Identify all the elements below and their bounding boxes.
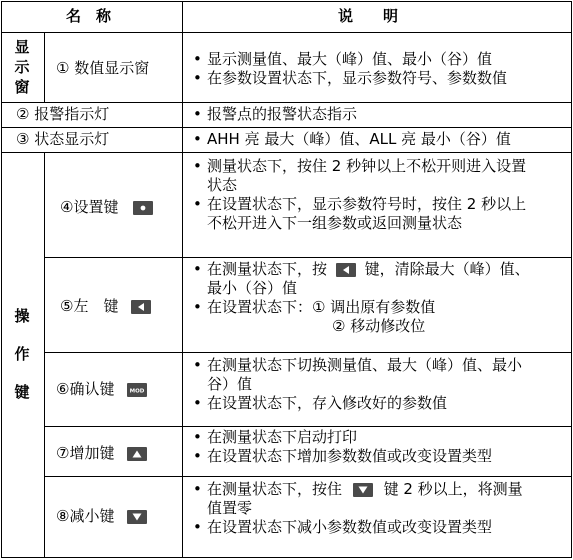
bullet-text-part: 键 2 秒以上，将测量 <box>383 480 523 498</box>
bullet-continuation: 状态 <box>207 176 238 194</box>
bullet-text: 在设置状态下，存入修改好的参数值 <box>207 394 448 412</box>
bullet-text: 报警点的报警状态指示 <box>207 105 358 123</box>
down-key-icon <box>127 510 147 524</box>
bullet-text: 在设置状态下，显示参数符号时，按住 2 秒以上 <box>207 195 527 213</box>
bullet-continuation: 不松开进入下一组参数或返回测量状态 <box>207 214 463 232</box>
key-name-decrease <box>56 507 147 526</box>
bullet-dot: • <box>193 480 202 498</box>
bullet-continuation: 值置零 <box>207 499 253 517</box>
left-key-icon <box>336 263 356 277</box>
bullet-dot: • <box>193 69 202 87</box>
ops-group-char-1: 操 <box>14 307 30 325</box>
left-key-icon <box>131 300 151 314</box>
bullet-dot: • <box>193 195 202 213</box>
key-name-set <box>60 198 153 217</box>
row-line-2 <box>1 127 572 128</box>
bullet-text: AHH 亮 最大（峰）值、ALL 亮 最小（谷）值 <box>207 130 511 148</box>
row-name-alarm: ② 报警指示灯 <box>16 105 110 123</box>
key-label: ④设置键 <box>60 198 119 216</box>
bullet-dot: • <box>193 50 202 68</box>
bullet-dot: • <box>193 130 202 148</box>
header-name: 名 称 <box>66 7 112 25</box>
up-key-icon <box>127 447 147 461</box>
bullet-text: 在设置状态下增加参数数值或改变设置类型 <box>207 447 493 465</box>
bullet-text: 显示测量值、最大（峰）值、最小（谷）值 <box>207 50 493 68</box>
bullet-continuation: ② 移动修改位 <box>332 317 426 335</box>
key-name-left <box>60 297 151 316</box>
key-label: ⑦增加键 <box>56 444 115 462</box>
bullet-dot: • <box>193 356 202 374</box>
bullet-dot: • <box>193 428 202 446</box>
header-description: 说 明 <box>338 7 399 25</box>
bullet-text <box>207 260 530 279</box>
group-separator-ops <box>44 152 45 558</box>
header-separator <box>1 32 572 33</box>
bullet-text: 测量状态下，按住 2 秒钟以上不松开则进入设置 <box>207 157 527 175</box>
key-label: ⑧减小键 <box>56 507 115 525</box>
key-label: ⑤左 键 <box>60 297 119 315</box>
row-line-1 <box>1 102 572 103</box>
bullet-text-part: 键，清除最大（峰）值、 <box>364 260 530 278</box>
bullet-dot: • <box>193 260 202 278</box>
down-key-icon <box>353 483 373 497</box>
display-group-char-1: 显 <box>14 38 30 56</box>
key-label: ⑥确认键 <box>56 380 115 398</box>
key-name-confirm <box>56 380 147 399</box>
row-line-4 <box>44 257 572 258</box>
bullet-dot: • <box>193 157 202 175</box>
display-group-char-3: 窗 <box>14 78 30 96</box>
key-name-increase <box>56 444 147 463</box>
ops-group-char-3: 键 <box>14 383 30 401</box>
bullet-text: 在测量状态下启动打印 <box>207 428 358 446</box>
bullet-text: 在设置状态下：① 调出原有参数值 <box>207 298 436 316</box>
row-name-status: ③ 状态显示灯 <box>16 130 110 148</box>
bullet-text: 在设置状态下减小参数数值或改变设置类型 <box>207 518 493 536</box>
bullet-text <box>207 480 523 499</box>
ops-group-char-2: 作 <box>14 345 30 363</box>
bullet-dot: • <box>193 518 202 536</box>
bullet-text: 在参数设置状态下，显示参数符号、参数数值 <box>207 69 508 87</box>
set-key-icon <box>133 201 153 215</box>
row-line-6 <box>44 426 572 427</box>
table-border-left <box>1 1 2 558</box>
table-border-right <box>571 1 572 558</box>
bullet-continuation: 最小（谷）值 <box>207 279 298 297</box>
bullet-dot: • <box>193 394 202 412</box>
row-line-7 <box>44 476 572 477</box>
row-line-5 <box>44 352 572 353</box>
mod-key-icon <box>127 383 147 397</box>
table-border-top <box>1 1 572 2</box>
display-group-char-2: 示 <box>14 58 30 76</box>
bullet-text-part: 在测量状态下，按住 <box>207 480 343 498</box>
column-separator <box>182 1 183 558</box>
mod-key-text: MOD <box>129 388 145 394</box>
bullet-text: 在测量状态下切换测量值、最大（峰）值、最小 <box>207 356 523 374</box>
table-border-bottom <box>1 557 572 558</box>
bullet-dot: • <box>193 105 202 123</box>
row-name-display: ① 数值显示窗 <box>56 59 150 77</box>
bullet-text-part: 在测量状态下，按 <box>207 260 328 278</box>
bullet-dot: • <box>193 447 202 465</box>
bullet-dot: • <box>193 298 202 316</box>
bullet-continuation: 谷）值 <box>207 375 253 393</box>
group-separator-top <box>44 32 45 103</box>
row-line-3 <box>1 152 572 153</box>
